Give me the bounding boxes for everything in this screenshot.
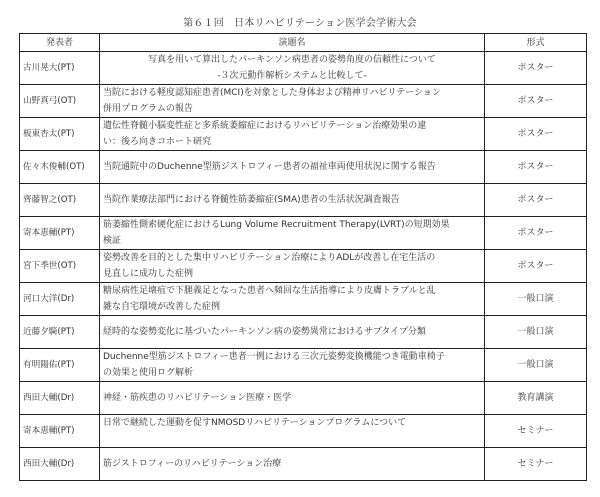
presenter-cell: 古川晃大(PT) bbox=[20, 52, 100, 85]
format-cell: 教育講演 bbox=[485, 382, 587, 415]
title-cell bbox=[100, 382, 485, 415]
title-cell bbox=[100, 415, 485, 448]
presenter-cell: 齊藤智之(OT) bbox=[20, 184, 100, 217]
table-row bbox=[20, 52, 587, 85]
title-line: -３次元動作解析システムと比較して- bbox=[217, 71, 367, 81]
title-line: 経時的な姿勢変化に基づいたパーキンソン病の姿勢異常におけるサブタイプ分類 bbox=[103, 327, 426, 337]
title-line: 当院における軽度認知症患者(MCI)を対象とした身体および精神リハビリテーション bbox=[103, 88, 441, 98]
title-line: Duchenne型筋ジストロフィー患者一例における三次元姿勢変換機能つき電動車椅子 bbox=[103, 352, 445, 362]
title-cell bbox=[100, 217, 485, 250]
table-row bbox=[20, 85, 587, 118]
presenter-cell: 西田大輔(Dr) bbox=[20, 448, 100, 481]
table-row bbox=[20, 217, 587, 250]
title-cell bbox=[100, 151, 485, 184]
table-row bbox=[20, 448, 587, 481]
format-cell: ポスター bbox=[485, 118, 587, 151]
title-cell bbox=[100, 349, 485, 382]
table-row bbox=[20, 250, 587, 283]
table-row bbox=[20, 118, 587, 151]
document-title: 第６１回 日本リハビリテーション医学会学術大会 bbox=[183, 18, 417, 29]
format-cell: ポスター bbox=[485, 151, 587, 184]
presentation-table bbox=[19, 33, 587, 481]
title-line: 神経・筋疾患のリハビリテーション医療・医学 bbox=[103, 393, 292, 403]
title-line: 写真を用いて算出したパーキンソン病患者の姿勢角度の信頼性について bbox=[148, 55, 436, 65]
title-line: 糖尿病性足壊疽で下腿義足となった患者へ頻回な生活指導により皮膚トラブルと乱 bbox=[103, 286, 436, 296]
title-line: い：後ろ向きコホート研究 bbox=[103, 137, 212, 147]
format-cell: ポスター bbox=[485, 250, 587, 283]
table-row bbox=[20, 316, 587, 349]
header-title: 演題名 bbox=[100, 34, 485, 52]
header-presenter: 発表者 bbox=[20, 34, 100, 52]
table-row bbox=[20, 349, 587, 382]
header-format: 形式 bbox=[485, 34, 587, 52]
presenter-cell: 西田大輔(Dr) bbox=[20, 382, 100, 415]
title-cell bbox=[100, 283, 485, 316]
title-line: 雑な自宅環境が改善した症例 bbox=[103, 302, 221, 312]
format-cell: セミナー bbox=[485, 415, 587, 448]
title-line: 遺伝性脊髄小脳変性症と多系統萎縮症におけるリハビリテーション治療効果の違 bbox=[103, 121, 427, 131]
presenter-cell: 佐々木俊輔(OT) bbox=[20, 151, 100, 184]
title-line: 日常で継続した運動を促すNMOSDリハビリテーションプログラムについて bbox=[103, 418, 407, 428]
title-line: 筋ジストロフィーのリハビリテーション治療 bbox=[103, 459, 282, 469]
table-row bbox=[20, 283, 587, 316]
format-cell: 一般口演 bbox=[485, 283, 587, 316]
title-cell bbox=[100, 52, 485, 85]
title-line: 筋萎縮性側索硬化症におけるLung Volume Recruitment Therapy(LVRT)の短期効果 bbox=[103, 220, 450, 230]
title-line: 見直しに成功した症例 bbox=[103, 269, 194, 279]
presenter-cell: 寄本恵輔(PT) bbox=[20, 217, 100, 250]
format-cell: 一般口演 bbox=[485, 349, 587, 382]
table-row bbox=[20, 382, 587, 415]
presenter-cell: 寄本恵輔(PT) bbox=[20, 415, 100, 448]
title-cell bbox=[100, 118, 485, 151]
title-line: 併用プログラムの報告 bbox=[103, 104, 193, 114]
title-cell bbox=[100, 448, 485, 481]
format-cell: ポスター bbox=[485, 217, 587, 250]
presenter-cell: 板東杏太(PT) bbox=[20, 118, 100, 151]
presenter-cell: 近藤夕騎(PT) bbox=[20, 316, 100, 349]
title-cell bbox=[100, 316, 485, 349]
table-row bbox=[20, 184, 587, 217]
table-row bbox=[20, 151, 587, 184]
presenter-cell: 山野真弓(OT) bbox=[20, 85, 100, 118]
presenter-cell: 有明陽佑(PT) bbox=[20, 349, 100, 382]
format-cell: 一般口演 bbox=[485, 316, 587, 349]
format-cell: ポスター bbox=[485, 184, 587, 217]
title-cell bbox=[100, 184, 485, 217]
table-row bbox=[20, 415, 587, 448]
presenter-cell: 宮下季世(OT) bbox=[20, 250, 100, 283]
table-header-row bbox=[20, 34, 587, 52]
format-cell: ポスター bbox=[485, 85, 587, 118]
title-line: 当院作業療法部門における脊髄性筋萎縮症(SMA)患者の生活状況調査報告 bbox=[103, 195, 400, 205]
presenter-cell: 河口大洋(Dr) bbox=[20, 283, 100, 316]
title-line: 当院通院中のDuchenne型筋ジストロフィー患者の福祉車両使用状況に関する報告 bbox=[103, 162, 436, 172]
format-cell: セミナー bbox=[485, 448, 587, 481]
title-cell bbox=[100, 250, 485, 283]
format-cell: ポスター bbox=[485, 52, 587, 85]
title-line: の効果と使用ログ解析 bbox=[103, 368, 194, 378]
title-line: 姿勢改善を目的とした集中リハビリテーション治療によりADLが改善し在宅生活の bbox=[103, 253, 436, 263]
title-line: 検証 bbox=[103, 236, 122, 246]
title-cell bbox=[100, 85, 485, 118]
